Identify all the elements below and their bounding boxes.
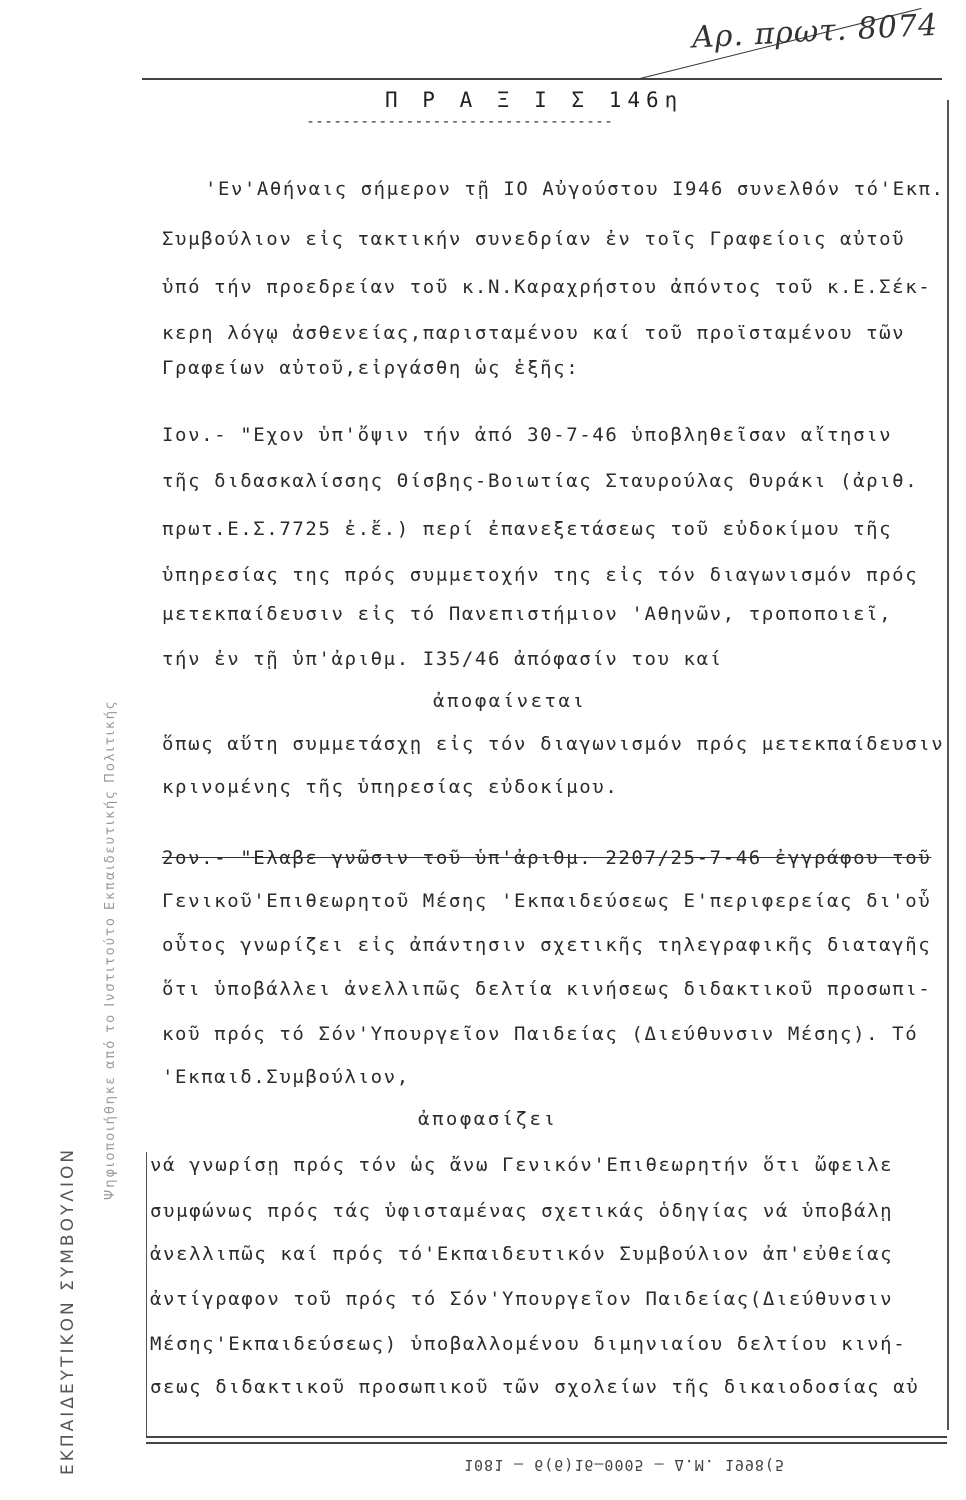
text-line: ὅτι ὑποβάλλει ἀνελλιπῶς δελτία κινήσεως διδακτικοῦ προσωπι- bbox=[162, 978, 932, 1000]
text-line: κερη λόγῳ ἀσθενείας,παρισταμένου καί τοῦ προϊσταμένου τῶν bbox=[162, 322, 906, 344]
text-line: ἀντίγραφον τοῦ πρός τό Σόν'Υπουργεῖον Παιδείας(Διεύθυνσιν bbox=[150, 1288, 894, 1310]
text-line: ὅπως αὕτη συμμετάσχῃ εἰς τόν διαγωνισμόν πρός μετεκπαίδευσιν bbox=[162, 733, 945, 755]
top-rule bbox=[142, 78, 942, 80]
text-line: οὗτος γνωρίζει εἰς ἀπάντησιν σχετικῆς τηλεγραφικῆς διαταγῆς bbox=[162, 934, 932, 956]
struck-text: 2ον.- "Ελαβε γνῶσιν τοῦ ὑπ'ἀριθμ. 2207/25-7-46 ἐγγράφου τοῦ bbox=[162, 847, 932, 869]
text-line: τήν ἐν τῇ ὑπ'ἀριθμ. Ι35/46 ἀπόφασίν του καί bbox=[162, 648, 723, 670]
left-frame-line bbox=[146, 1152, 147, 1437]
text-line: 'Εκπαιδ.Συμβούλιον, bbox=[162, 1066, 410, 1088]
text-line: τῆς διδασκαλίσσης Θίσβης-Βοιωτίας Σταυρούλας Θυράκι (ἀριθ. bbox=[162, 470, 919, 492]
text-line: μετεκπαίδευσιν εἰς τό Πανεπιστήμιον 'Αθηνῶν, τροποποιεῖ, bbox=[162, 603, 893, 625]
text-line: σεως διδακτικοῦ προσωπικοῦ τῶν σχολείων τῆς δικαιοδοσίας αὐ bbox=[150, 1376, 920, 1398]
text-line: ὑπό τήν προεδρείαν τοῦ κ.Ν.Καραχρήστου ἀπόντος τοῦ κ.Ε.Σέκ- bbox=[162, 276, 932, 298]
text-line: νά γνωρίσῃ πρός τόν ὡς ἄνω Γενικόν'Επιθεωρητήν ὅτι ὤφειλε bbox=[150, 1154, 894, 1176]
title-underline: ---------------------------------- bbox=[306, 112, 614, 130]
bottom-double-rule bbox=[146, 1436, 947, 1444]
text-line: Μέσης'Εκπαιδεύσεως) ὑποβαλλομένου διμηνιαίου δελτίου κινή- bbox=[150, 1333, 907, 1355]
text-line-struck bbox=[162, 847, 931, 869]
document-title: Π Ρ Α Ξ Ι Σ 146η bbox=[385, 88, 684, 112]
text-line: ὑπηρεσίας της πρός συμμετοχήν της εἰς τόν διαγωνισμόν πρός bbox=[162, 564, 919, 586]
text-line: πρωτ.Ε.Σ.7725 ἐ.ἔ.) περί ἐπανεξετάσεως τοῦ εὐδοκίμου τῆς bbox=[162, 518, 893, 540]
text-line: Γραφείων αὐτοῦ,εἰργάσθη ὡς ἑξῆς: bbox=[162, 357, 580, 379]
text-line: Συμβούλιον εἰς τακτικήν συνεδρίαν ἐν τοῖς Γραφείοις αὐτοῦ bbox=[162, 228, 906, 250]
text-line: κρινομένης τῆς ὑπηρεσίας εὐδοκίμου. bbox=[162, 776, 619, 798]
text-line: ἀνελλιπῶς καί πρός τό'Εκπαιδευτικόν Συμβούλιον ἀπ'εὐθείας bbox=[150, 1243, 894, 1265]
text-line: Ιον.- "Εχον ὑπ'ὄψιν τήν ἀπό 30-7-46 ὑποβληθεῖσαν αἴτησιν bbox=[162, 424, 893, 446]
footer-printer-mark: 1081 — 6(6)16—0005 — Δ.Μ. 1998(5 bbox=[464, 1456, 785, 1474]
handwritten-protocol-number: Αρ. πρωτ. 8074 bbox=[691, 7, 939, 56]
decision-heading: ἀποφασίζει bbox=[418, 1108, 558, 1130]
text-line: κοῦ πρός τό Σόν'Υπουργεῖον Παιδείας (Διεύθυνσιν Μέσης). Τό bbox=[162, 1023, 919, 1045]
text-line: συμφώνως πρός τάς ὑφισταμένας σχετικάς ὁδηγίας νά ὑποβάλῃ bbox=[150, 1200, 894, 1222]
right-frame-line bbox=[947, 100, 949, 1430]
decision-heading: ἀποφαίνεται bbox=[433, 690, 587, 712]
text-line: Γενικοῦ'Επιθεωρητοῦ Μέσης 'Εκπαιδεύσεως Ε'περιφερείας δι'οὗ bbox=[162, 890, 932, 912]
text-line: 'Εν'Αθήναις σήμερον τῇ ΙΟ Αὐγούστου Ι946 συνελθόν τό'Εκπ. bbox=[205, 178, 945, 200]
margin-stamp: ΕΚΠΑΙΔΕΥΤΙΚΟΝ ΣΥΜΒΟΥΛΙΟΝ bbox=[58, 1146, 78, 1475]
margin-faint-text: Ψηφιοποιήθηκε από το Ινστιτούτο Εκπαιδευτικής Πολιτικής bbox=[103, 699, 118, 1200]
